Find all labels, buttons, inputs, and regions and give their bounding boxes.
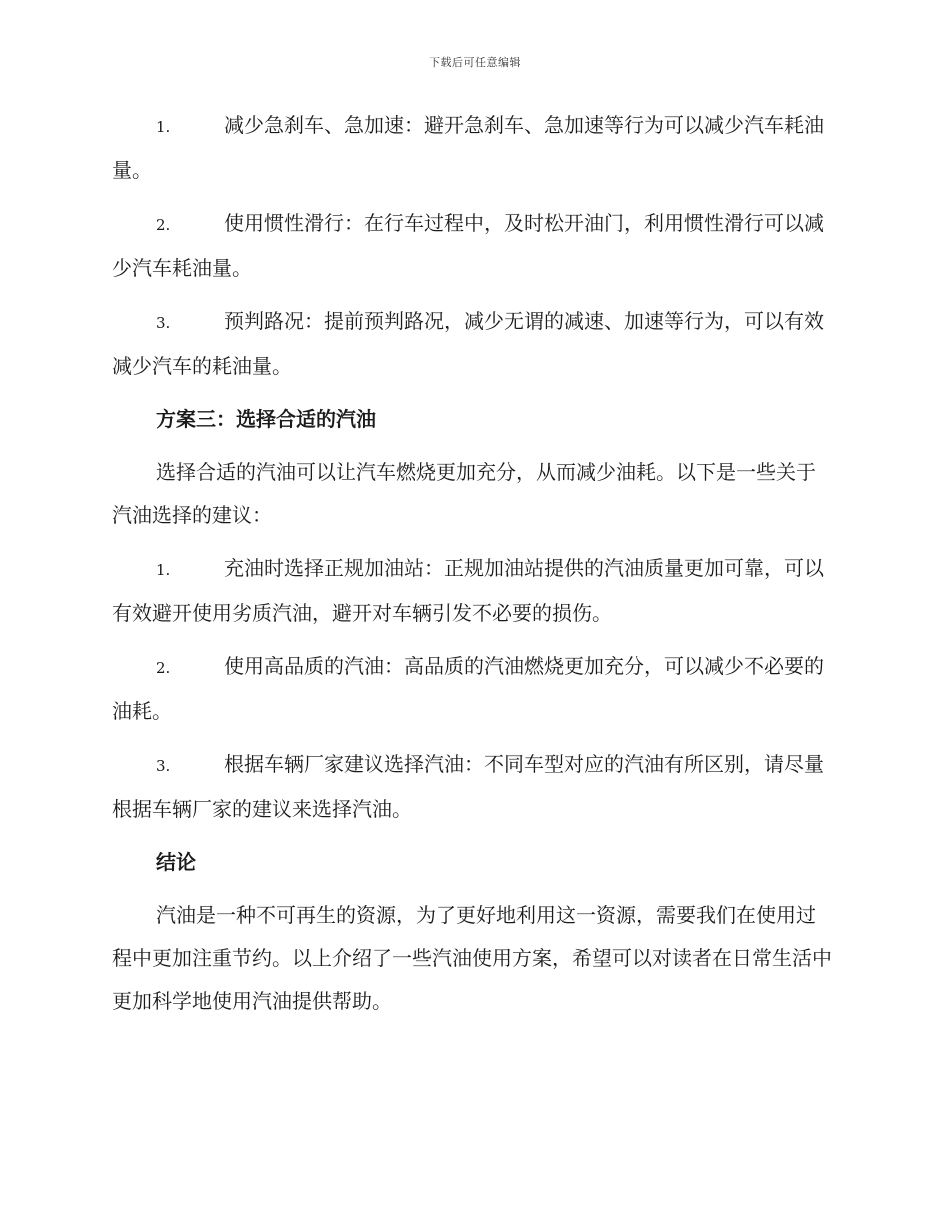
document-body: [112, 104, 834, 1033]
list-item-text: 预判路况：提前预判路况，减少无谓的减速、加速等行为，可以有效减少汽车的耗油量。: [112, 309, 824, 378]
list-item-number: 3.: [156, 314, 171, 332]
list-item-text: 使用高品质的汽油：高品质的汽油燃烧更加充分，可以减少不必要的油耗。: [112, 654, 824, 723]
section-heading: 方案三：选择合适的汽油: [156, 407, 376, 431]
list-item-number: 1.: [156, 561, 171, 579]
list-item-text: 使用惯性滑行：在行车过程中，及时松开油门，利用惯性滑行可以减少汽车耗油量。: [112, 211, 824, 280]
list-item: [112, 300, 834, 388]
list-item: [112, 202, 834, 290]
list-item: [112, 104, 834, 192]
section-intro: 选择合适的汽油可以让汽车燃烧更加充分，从而减少油耗。以下是一些关于汽油选择的建议：: [112, 460, 816, 527]
list-item: [112, 743, 834, 831]
list-item-number: 3.: [156, 757, 171, 775]
conclusion-text: 汽油是一种不可再生的资源，为了更好地利用这一资源，需要我们在使用过程中更加注重节约。以上介绍了一些汽油使用方案，希望可以对读者在日常生活中更加科学地使用汽油提供帮助。: [112, 903, 832, 1013]
list-item: [112, 645, 834, 733]
list-item: [112, 547, 834, 635]
list-item-text: 充油时选择正规加油站：正规加油站提供的汽油质量更加可靠，可以有效避开使用劣质汽油，避开对车辆引发不必要的损伤。: [112, 556, 824, 625]
list-item-number: 2.: [156, 659, 171, 677]
list-item-number: 2.: [156, 216, 171, 234]
list-item-text: 根据车辆厂家建议选择汽油：不同车型对应的汽油有所区别，请尽量根据车辆厂家的建议来选择汽油。: [112, 752, 824, 821]
list-item-text: 减少急刹车、急加速：避开急刹车、急加速等行为可以减少汽车耗油量。: [112, 113, 824, 182]
conclusion-heading: 结论: [156, 850, 196, 874]
page-header: 下载后可任意编辑: [429, 56, 521, 69]
list-item-number: 1.: [156, 118, 171, 136]
